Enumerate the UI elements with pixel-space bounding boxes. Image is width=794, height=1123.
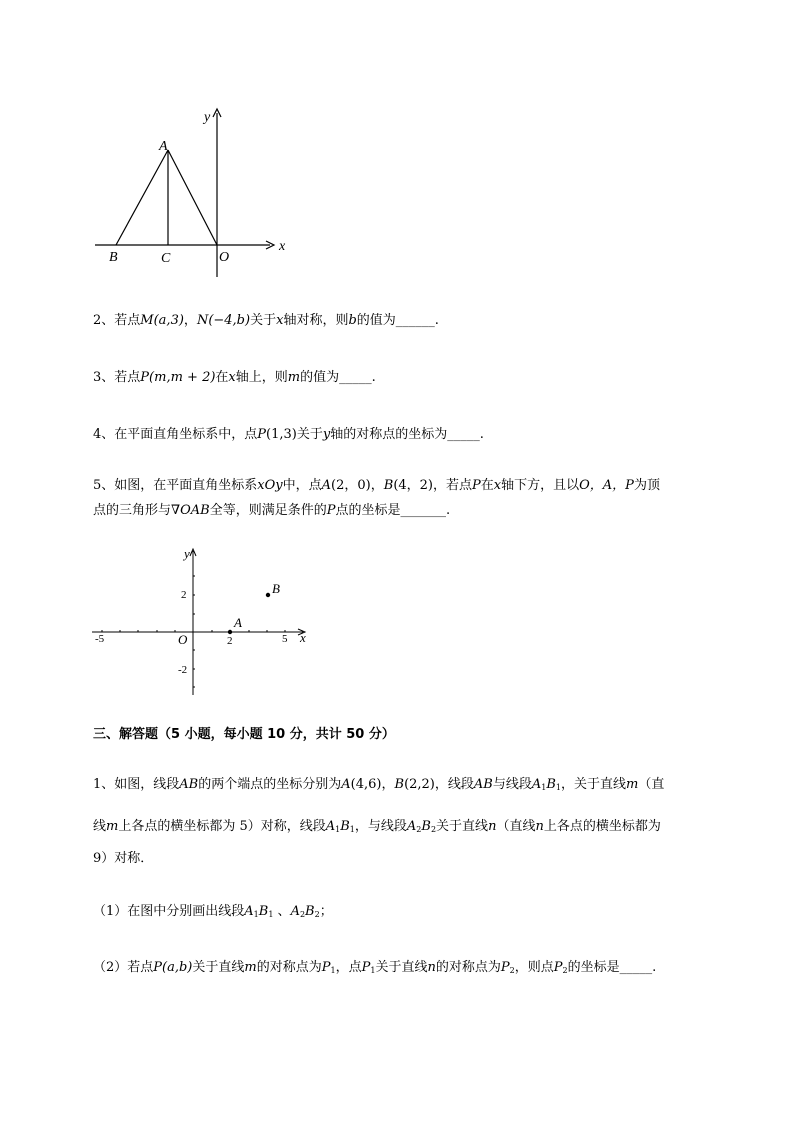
q2-x: x <box>276 313 284 328</box>
question-5-line-2 <box>93 501 450 521</box>
p1-line2-text4: 关于直线 <box>436 819 489 834</box>
tick-neg5: -5 <box>95 633 105 645</box>
p1-text4: 与线段 <box>492 777 532 792</box>
p1-text: 如图，线段 <box>114 777 180 792</box>
q5-line2-text: 点的三角形与 <box>93 503 172 518</box>
p1-m: m <box>626 777 639 792</box>
label-C: C <box>161 251 171 266</box>
q5-text5: 轴下方，且以 <box>501 478 580 493</box>
q3-x: x <box>228 370 236 385</box>
question-2 <box>93 311 439 331</box>
q2-text: 若点 <box>114 313 141 328</box>
p1-B1b: B <box>340 819 350 834</box>
label-y: y <box>184 546 190 561</box>
p1-text5: ，关于直线 <box>561 777 627 792</box>
q2-sep: ， <box>183 313 197 328</box>
p1b-sub-1b: 1 <box>370 966 376 975</box>
p1-B: B <box>394 777 405 792</box>
q2-text4: 的值为______. <box>356 313 439 328</box>
label-O: O <box>219 250 230 265</box>
q2-M: M <box>140 313 154 328</box>
q5-A: A <box>321 478 332 493</box>
problem-1-part-1 <box>93 902 333 925</box>
q3-text: 若点 <box>114 370 141 385</box>
segment-AB <box>116 150 168 245</box>
q2-m-coord: (a,3) <box>153 313 184 328</box>
q5-text6: 为顶 <box>633 478 660 493</box>
label-y: y <box>204 110 211 125</box>
figure-1-triangle <box>90 105 300 280</box>
p1b-text4: ，点 <box>335 960 362 975</box>
q2-text2: 关于 <box>250 313 277 328</box>
p1a-A2: A <box>290 904 300 919</box>
p1a-B2: B <box>305 904 315 919</box>
q5-number: 5、 <box>93 478 115 493</box>
q2-text3: 轴对称，则 <box>283 313 349 328</box>
p1-n2: n <box>535 819 544 834</box>
problem-1-line-2 <box>93 817 661 840</box>
p1b-text8: 的坐标是_____. <box>567 960 657 975</box>
point-B <box>266 593 270 597</box>
tick-2-y: 2 <box>181 589 187 601</box>
tick-neg2-y: -2 <box>178 664 188 676</box>
p1-number: 1、 <box>93 777 115 792</box>
p1-sep: ， <box>381 777 395 792</box>
p1b-text6: 的对称点为 <box>435 960 501 975</box>
p1-line2-text2: 上各点的横坐标都为 5）对称，线段 <box>118 819 326 834</box>
p1-line2-text3: ，与线段 <box>354 819 407 834</box>
p1-text3: ，线段 <box>434 777 474 792</box>
p1a-end: ； <box>319 904 333 919</box>
q5-points: O，A，P <box>579 478 634 493</box>
q3-P: P <box>140 370 150 385</box>
p1a-sep: 、 <box>273 904 291 919</box>
p1-sub-2b: 1 <box>349 825 355 834</box>
label-x: x <box>279 239 286 254</box>
p1-sub-3b: 2 <box>430 825 437 834</box>
p1b-P1b: P <box>361 960 371 975</box>
q5-x: x <box>493 478 502 493</box>
p1b-text2: 关于直线 <box>192 960 245 975</box>
q4-y: y <box>322 427 331 442</box>
question-5-line-1 <box>93 476 660 496</box>
p1a-sub-1b: 1 <box>268 910 274 919</box>
problem-1-part-2 <box>93 958 656 981</box>
q5-triangle: ∇OAB <box>171 503 210 518</box>
segment-AO <box>168 150 217 245</box>
p1-line2-text6: 上各点的横坐标都为 <box>543 819 661 834</box>
q2-n-coord: (−4,b) <box>208 313 251 328</box>
p1-B1: B <box>546 777 556 792</box>
point-A <box>228 630 232 634</box>
p1a-A1: A <box>244 904 254 919</box>
q4-coord: (1,3) <box>266 427 297 442</box>
p1-A1b: A <box>325 819 336 834</box>
label-A: A <box>159 139 168 154</box>
q5-text4: 在 <box>480 478 494 493</box>
q3-text4: 的值为_____. <box>300 370 376 385</box>
q5-text3: ，若点 <box>433 478 473 493</box>
p1b-text: （2）若点 <box>93 960 154 975</box>
q5-b-coord: (4，2) <box>393 478 433 493</box>
p1b-P2: P <box>500 960 510 975</box>
p1-A1: A <box>531 777 542 792</box>
p1a-sub-2b: 2 <box>314 910 320 919</box>
question-3 <box>93 368 376 388</box>
q3-number: 3、 <box>93 370 115 385</box>
q2-b: b <box>348 313 357 328</box>
p1-text2: 的两个端点的坐标分别为 <box>198 777 342 792</box>
q3-text3: 轴上，则 <box>235 370 288 385</box>
p1b-text5: 关于直线 <box>375 960 428 975</box>
p1b-P1: P <box>321 960 331 975</box>
p1b-sub-2: 2 <box>509 966 515 975</box>
q3-coord: (m,m + 2) <box>149 370 216 385</box>
label-O: O <box>178 632 188 647</box>
q5-xoy: xOy <box>257 478 283 493</box>
label-A: A <box>234 615 242 630</box>
q3-m: m <box>287 370 301 385</box>
p1b-sub-2b: 2 <box>562 966 568 975</box>
p1b-text7: ，则点 <box>514 960 554 975</box>
section-3-title: 三、解答题（5 小题，每小题 10 分，共计 50 分） <box>93 727 395 742</box>
p1-line2-text: 线 <box>93 819 107 834</box>
q4-text: 在平面直角坐标系中，点 <box>114 427 258 442</box>
p1-sub-1b: 1 <box>555 783 562 792</box>
q4-number: 4、 <box>93 427 115 442</box>
p1-sub-1: 1 <box>541 783 547 792</box>
p1-AB: AB <box>179 777 199 792</box>
q4-text3: 轴的对称点的坐标为_____. <box>330 427 484 442</box>
p1b-sub-1: 1 <box>330 966 336 975</box>
figure-2-coordinate-plane <box>88 545 318 700</box>
p1b-coord: (a,b) <box>162 960 193 975</box>
p1b-m: m <box>244 960 257 975</box>
p1-B2: B <box>421 819 431 834</box>
label-x: x <box>300 630 306 645</box>
tick-5: 5 <box>282 633 288 645</box>
q5-line2-text2: 全等，则满足条件的 <box>209 503 327 518</box>
p1-b-coord: (2,2) <box>404 777 435 792</box>
q2-N: N <box>196 313 209 328</box>
p1b-n: n <box>427 960 436 975</box>
p1-sub-2: 1 <box>335 825 341 834</box>
p1-text6: （直 <box>638 777 665 792</box>
p1-A2: A <box>406 819 417 834</box>
label-B: B <box>272 581 280 596</box>
p1a-sub-2: 2 <box>299 910 306 919</box>
p1-n: n <box>488 819 497 834</box>
p1-A: A <box>341 777 351 792</box>
q2-number: 2、 <box>93 313 115 328</box>
q3-text2: 在 <box>215 370 229 385</box>
p1-line2-text5: （直线 <box>496 819 536 834</box>
p1b-P: P <box>153 960 163 975</box>
q5-line2-text3: 点的坐标是_______. <box>335 503 451 518</box>
p1-AB2: AB <box>473 777 493 792</box>
p1-m2: m <box>106 819 119 834</box>
q5-a-coord: (2，0) <box>331 478 371 493</box>
p1a-B1: B <box>258 904 269 919</box>
problem-1-line-3: 9）对称． <box>93 851 154 866</box>
q5-P: P <box>472 478 481 493</box>
problem-1-line-1 <box>93 775 664 798</box>
p1-a-coord: (4,6) <box>350 777 382 792</box>
q5-text: 如图，在平面直角坐标系 <box>114 478 258 493</box>
p1-sub-3: 2 <box>416 825 422 834</box>
tick-2-x: 2 <box>227 635 233 647</box>
q4-P: P <box>257 427 267 442</box>
q5-sep: ， <box>370 478 384 493</box>
label-B: B <box>109 250 118 265</box>
q5-P2: P <box>326 503 336 518</box>
p1a-text: （1）在图中分别画出线段 <box>93 904 245 919</box>
p1b-P2b: P <box>553 960 563 975</box>
question-4 <box>93 425 484 445</box>
q5-B: B <box>383 478 394 493</box>
q5-text2: 中，点 <box>282 478 322 493</box>
p1a-sub-1: 1 <box>253 910 259 919</box>
p1b-text3: 的对称点为 <box>256 960 322 975</box>
q4-text2: 关于 <box>296 427 323 442</box>
